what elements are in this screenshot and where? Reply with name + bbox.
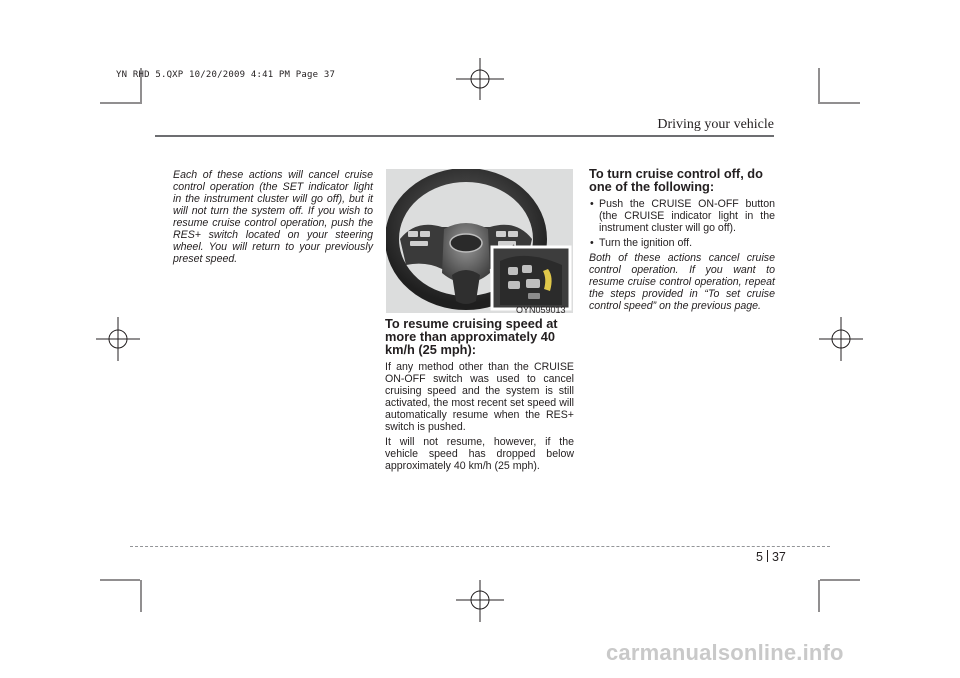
page-number-divider [767,550,768,562]
resume-paragraph-1: If any method other than the CRUISE ON-OFF switch was used to cancel cruising speed and the system is still activated, the most recent set speed will automatically resume when the RES+ switch is pushed. [385,361,574,433]
column-right [589,167,775,312]
list-item: • Push the CRUISE ON-OFF button (the CRUISE indicator light in the instrument cluster will go off). [589,198,775,234]
column-middle [385,317,574,475]
header-rule [155,135,774,137]
steering-wheel-illustration [386,169,573,313]
figure-code: OYN059013 [516,305,566,315]
column-left [173,169,373,265]
slug-line: YN RHD 5.QXP 10/20/2009 4:41 PM Page 37 [116,70,336,80]
steering-wheel-figure [386,169,573,313]
watermark: carmanualsonline.info [606,640,844,665]
turn-off-heading: To turn cruise control off, do one of the following: [589,166,763,194]
turn-off-note: Both of these actions cancel cruise control operation. If you want to resume cruise control operation, repeat the steps provided in “To set cruise control speed” on the previous page. [589,252,775,312]
list-item: • Turn the ignition off. [589,237,775,249]
page-number-value: 37 [771,550,786,564]
cancel-note: Each of these actions will cancel cruise control operation (the SET indicator light in the instrument cluster will go off), but it will not turn the system off. If you wish to resume cruise control operation, push the RES+ switch located on your steering wheel. You will return to your previously preset speed. [173,169,373,265]
section-title: Driving your vehicle [657,117,774,132]
footer-rule [130,546,830,547]
chapter-number: 5 [756,550,763,564]
resume-paragraph-2: It will not resume, however, if the vehicle speed has dropped below approximately 40 km/h (25 mph). [385,436,574,472]
page-number [756,550,786,564]
turn-off-list [589,198,775,249]
resume-heading: To resume cruising speed at more than approximately 40 km/h (25 mph): [385,316,558,357]
